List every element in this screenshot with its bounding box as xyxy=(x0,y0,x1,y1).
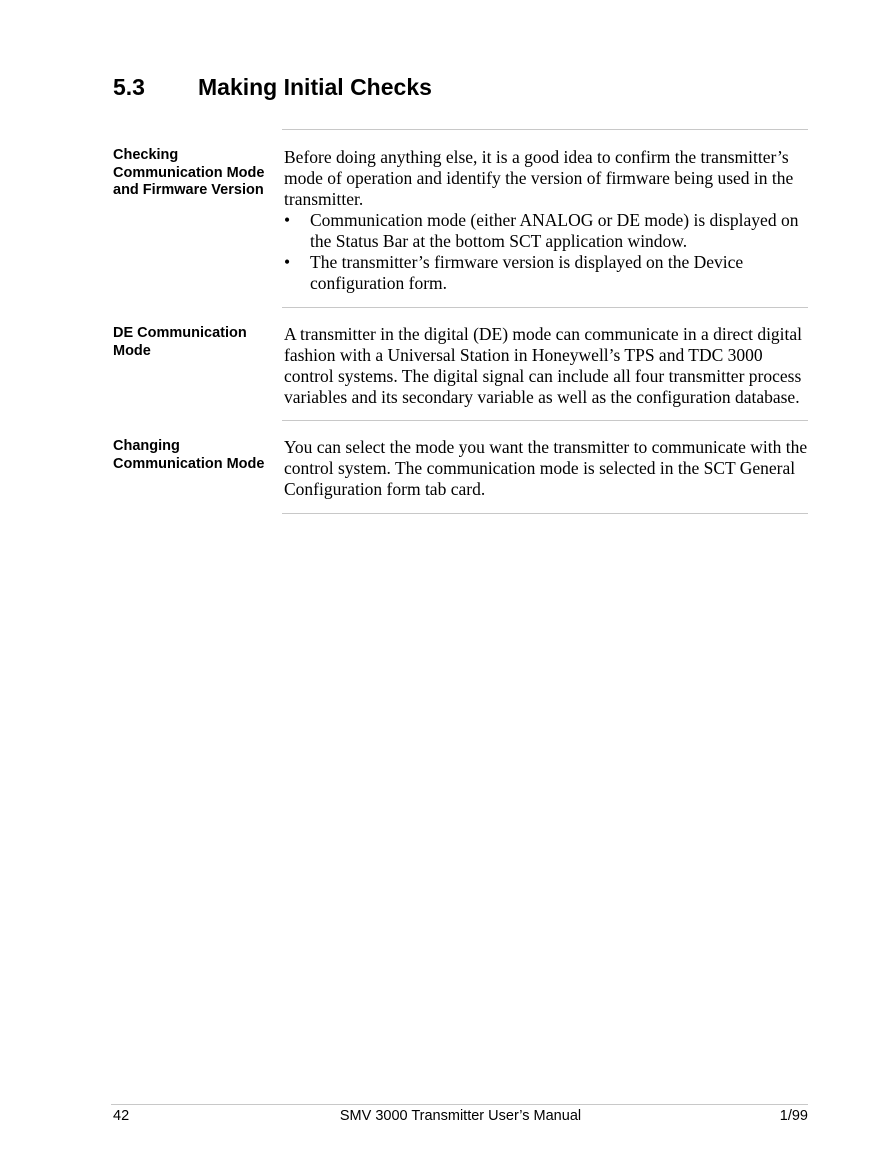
block-paragraph: You can select the mode you want the transmitter to communicate with the control system. The communication mode is selected in the SCT General Configuration form tab card. xyxy=(284,437,808,499)
block-intro: Before doing anything else, it is a good idea to confirm the transmitter’s mode of operation and identify the version of firmware being used in the transmitter. xyxy=(284,147,794,209)
list-item-text: Communication mode (either ANALOG or DE mode) is displayed on the Status Bar at the bottom SCT application window. xyxy=(310,210,799,251)
page-footer xyxy=(113,1107,808,1125)
block-label-checking-mode: Checking Communication Mode and Firmware Version xyxy=(113,147,265,198)
footer-date: 1/99 xyxy=(779,1108,808,1124)
block-divider xyxy=(282,129,808,130)
block-body-de-mode xyxy=(284,324,814,408)
section-number: 5.3 xyxy=(113,74,145,100)
list-item xyxy=(284,210,814,252)
block-paragraph: A transmitter in the digital (DE) mode can communicate in a direct digital fashion with a Universal Station in Honeywell’s TPS and TDC 3000 control systems. The digital signal can include all four transmitter process variables and its secondary variable as well as the configuration database. xyxy=(284,324,803,407)
block-label-de-mode: DE Communication Mode xyxy=(113,325,247,359)
bullet-marker: • xyxy=(284,252,291,272)
block-body-changing-mode xyxy=(284,437,814,500)
block-label-changing-mode: Changing Communication Mode xyxy=(113,438,265,472)
list-item xyxy=(284,252,814,294)
list-item-text: The transmitter’s firmware version is displayed on the Device configuration form. xyxy=(310,252,744,293)
footer-manual-title: SMV 3000 Transmitter User’s Manual xyxy=(339,1108,582,1124)
footer-divider xyxy=(111,1104,808,1105)
bullet-marker: • xyxy=(284,210,291,230)
footer-page-number: 42 xyxy=(113,1108,130,1124)
block-divider xyxy=(282,420,808,421)
section-title: Making Initial Checks xyxy=(198,74,432,100)
bullet-list xyxy=(284,210,814,294)
block-body-checking-mode xyxy=(284,147,814,294)
block-divider xyxy=(282,513,808,514)
block-divider xyxy=(282,307,808,308)
section-heading xyxy=(113,72,432,102)
